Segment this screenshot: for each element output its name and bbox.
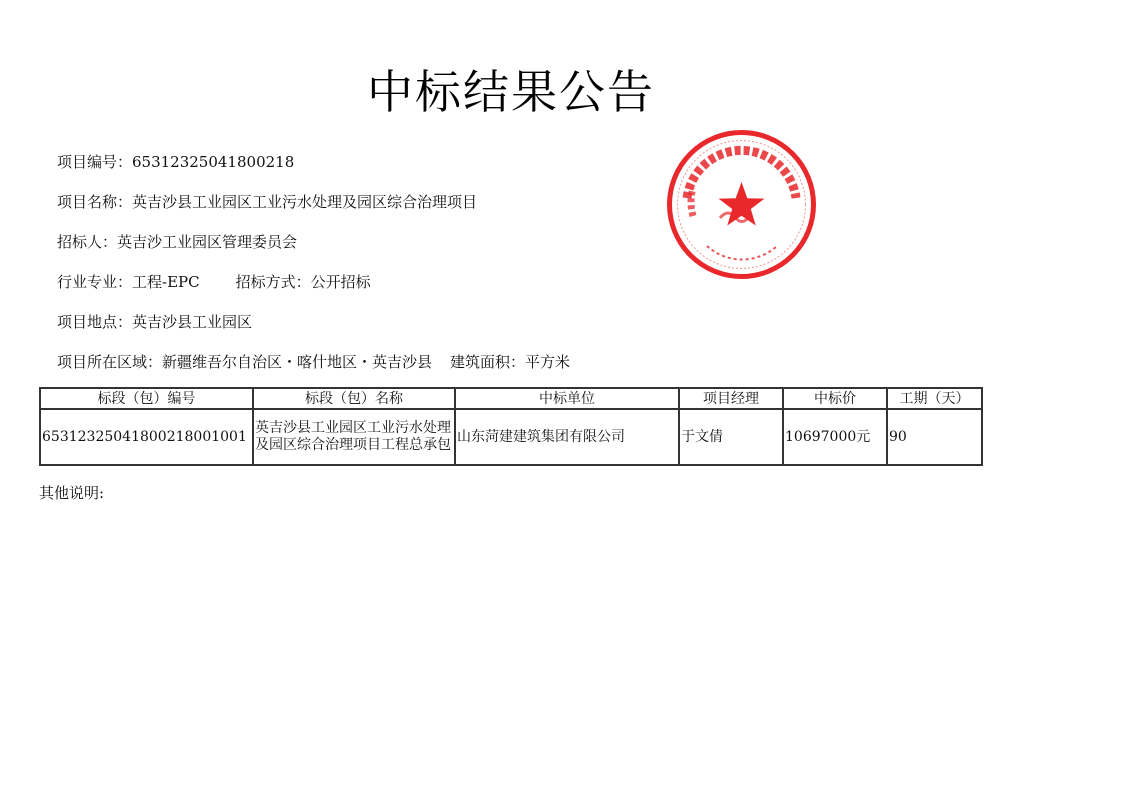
tenderer: 招标人：英吉沙工业园区管理委员会	[57, 233, 298, 251]
industry: 行业专业：工程-EPC	[57, 273, 200, 291]
official-seal	[665, 128, 818, 281]
table-header-row	[40, 388, 982, 409]
cell-winning-price: 10697000元	[783, 409, 887, 465]
header-winning-bidder: 中标单位	[455, 388, 679, 409]
other-notes: 其他说明:	[39, 484, 105, 502]
project-location: 项目地点：英吉沙县工业园区	[57, 313, 253, 331]
tender-method: 招标方式：公开招标	[235, 273, 371, 291]
region-line	[57, 352, 570, 372]
cell-lot-number: 65312325041800218001001	[40, 409, 253, 465]
project-number: 项目编号：65312325041800218	[57, 153, 295, 171]
header-project-manager: 项目经理	[679, 388, 783, 409]
header-lot-name: 标段（包）名称	[253, 388, 455, 409]
cell-winning-bidder: 山东菏建建筑集团有限公司	[455, 409, 679, 465]
header-duration: 工期（天）	[887, 388, 982, 409]
project-name: 项目名称：英吉沙县工业园区工业污水处理及园区综合治理项目	[57, 193, 478, 211]
star-icon	[719, 182, 765, 226]
cell-lot-name: 英吉沙县工业园区工业污水处理及园区综合治理项目工程总承包	[253, 409, 455, 465]
project-region: 项目所在区域：新疆维吾尔自治区・喀什地区・英吉沙县	[57, 353, 433, 371]
page-title: 中标结果公告	[367, 65, 655, 119]
header-lot-number: 标段（包）编号	[40, 388, 253, 409]
cell-project-manager: 于文倩	[679, 409, 783, 465]
header-winning-price: 中标价	[783, 388, 887, 409]
industry-line	[57, 272, 371, 292]
cell-duration: 90	[887, 409, 982, 465]
result-table	[39, 387, 983, 466]
table-row	[40, 409, 982, 465]
building-area: 建筑面积：平方米	[450, 353, 571, 371]
